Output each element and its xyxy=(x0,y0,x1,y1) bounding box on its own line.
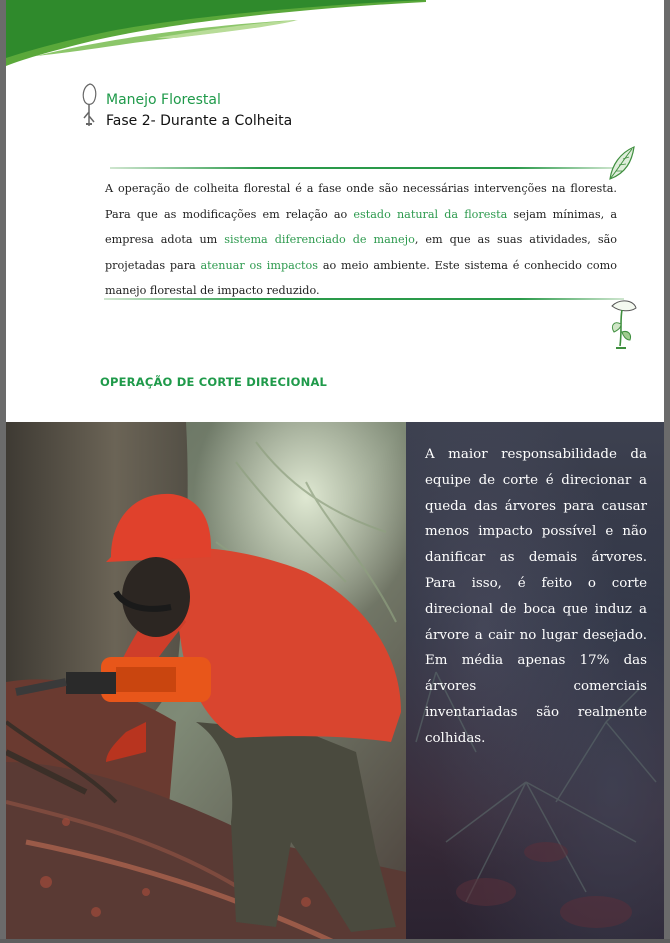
description-panel xyxy=(406,422,664,943)
document-subtitle: Fase 2- Durante a Colheita xyxy=(106,113,293,129)
intro-paragraph xyxy=(105,176,617,304)
section-body: A maior responsabilidade da equipe de corte é direcionar a queda das árvores para causar menos impacto possível e não danificar as demais árvores. Para isso, é feito o corte direcional de boca que induz a árvore a cair no lugar desejado. Em média apenas 17% das árvores comerciais inventariadas são realmente colhidas. xyxy=(425,447,647,746)
intro-highlight-2: sistema diferenciado de manejo xyxy=(224,233,415,246)
document-page xyxy=(6,0,664,943)
header-swoosh-decoration xyxy=(6,0,426,70)
intro-text-1: A operação de colheita florestal é a fase onde são necessárias intervenções na floresta. Para que as modificações em relação ao xyxy=(105,182,617,221)
tree-outline-icon xyxy=(80,82,100,128)
sapling-icon xyxy=(606,296,640,352)
intro-highlight-3: atenuar os impactos xyxy=(200,258,319,272)
intro-text-2: sejam mínimas, a empresa adota um xyxy=(105,207,617,246)
bottom-divider xyxy=(104,298,624,300)
logger-chainsaw-photo xyxy=(6,422,406,943)
document-title: Manejo Florestal xyxy=(106,92,221,108)
top-divider xyxy=(110,167,616,169)
intro-highlight-1: estado natural da floresta xyxy=(353,207,508,221)
section-heading: OPERAÇÃO DE CORTE DIRECIONAL xyxy=(100,375,328,389)
page-bottom-edge xyxy=(0,939,670,943)
intro-text-3: , em que as suas atividades, são projetadas para xyxy=(105,233,617,272)
intro-text-4: ao meio ambiente. Este sistema é conhecido como manejo florestal de impacto reduzido. xyxy=(105,258,617,297)
